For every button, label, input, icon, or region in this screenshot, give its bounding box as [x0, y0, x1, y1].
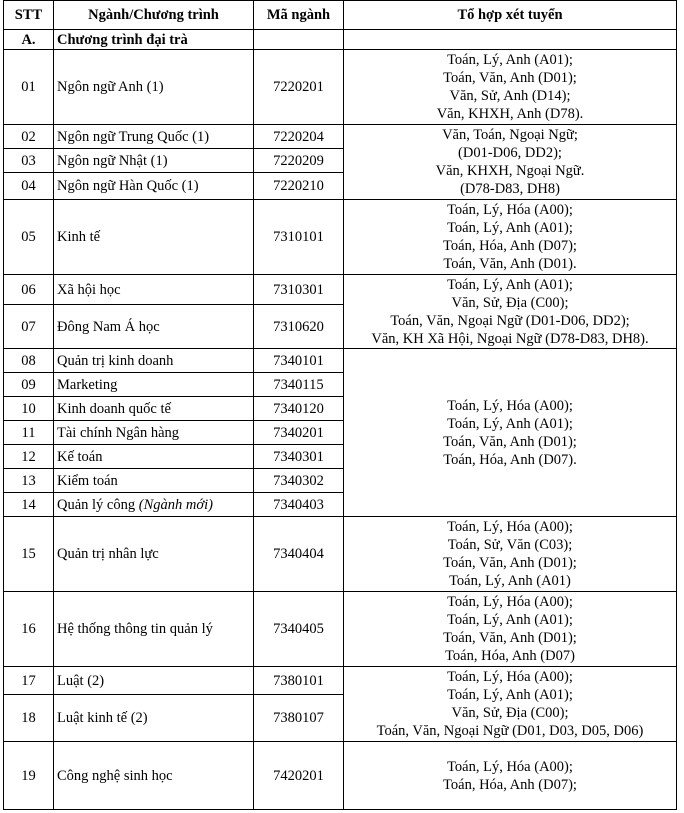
row-name: Đông Nam Á học: [54, 305, 254, 349]
row-name: Ngôn ngữ Trung Quốc (1): [54, 125, 254, 149]
row-stt: 07: [4, 305, 54, 349]
combo-line: Văn, Sử, Địa (C00);: [451, 294, 569, 311]
row-stt: 03: [4, 149, 54, 173]
combo-line: Toán, Văn, Ngoại Ngữ (D01, D03, D05, D06): [376, 723, 644, 739]
header-combos: Tổ hợp xét tuyển: [344, 1, 677, 30]
combo-line: (D01-D06, DD2);: [458, 145, 562, 161]
combo-line: Văn, KH Xã Hội, Ngoại Ngữ (D78-D83, DH8).: [371, 330, 649, 347]
combo-line: Toán, Văn, Ngoại Ngữ (D01-D06, DD2);: [390, 312, 630, 329]
row-code: 7340115: [254, 373, 344, 397]
combo-line: Toán, Văn, Anh (D01);: [443, 70, 577, 86]
row-code: 7340120: [254, 397, 344, 421]
row-code: 7340101: [254, 349, 344, 373]
row-code: 7310620: [254, 305, 344, 349]
table-row: [4, 742, 677, 810]
row-stt: 05: [4, 200, 54, 275]
combo-line: Toán, Văn, Anh (D01).: [443, 256, 577, 272]
combo-cell: [344, 667, 677, 742]
combo-cell: [344, 200, 677, 275]
row-stt: 13: [4, 469, 54, 493]
row-stt: 11: [4, 421, 54, 445]
combo-line: Toán, Lý, Anh (A01);: [447, 415, 573, 432]
section-code-empty: [254, 30, 344, 50]
row-name: Ngôn ngữ Hàn Quốc (1): [54, 173, 254, 200]
row-stt: 02: [4, 125, 54, 149]
table-row: [4, 200, 677, 275]
row-name: Xã hội học: [54, 275, 254, 305]
combo-line: Văn, KHXH, Ngoại Ngữ.: [435, 163, 585, 179]
row-stt: 18: [4, 695, 54, 742]
row-stt: 19: [4, 742, 54, 810]
row-name: Ngôn ngữ Nhật (1): [54, 149, 254, 173]
combo-cell: [344, 349, 677, 517]
table-row: [4, 517, 677, 592]
combo-cell: [344, 50, 677, 125]
combo-line: Toán, Hóa, Anh (D07);: [443, 776, 577, 793]
section-combo-empty: [344, 30, 677, 50]
combo-line: Toán, Văn, Anh (D01);: [443, 433, 577, 450]
row-code: 7340201: [254, 421, 344, 445]
combo-line: Văn, Toán, Ngoại Ngữ;: [442, 127, 578, 143]
admission-table: [3, 0, 677, 810]
row-code: 7310101: [254, 200, 344, 275]
row-code: 7340403: [254, 493, 344, 517]
row-name: Quản trị kinh doanh: [54, 349, 254, 373]
header-code: Mã ngành: [254, 1, 344, 30]
combo-cell: [344, 275, 677, 349]
table-row: [4, 50, 677, 125]
combo-line: Văn, KHXH, Anh (D78).: [436, 106, 584, 122]
header-row: [4, 1, 677, 30]
row-name: Kế toán: [54, 445, 254, 469]
row-name: Luật kinh tế (2): [54, 695, 254, 742]
row-code: 7420201: [254, 742, 344, 810]
combo-cell: [344, 592, 677, 667]
row-name: Kinh tế: [54, 200, 254, 275]
row-name: Kinh doanh quốc tế: [54, 397, 254, 421]
row-name: Công nghệ sinh học: [54, 742, 254, 810]
combo-line: Văn, Sử, Anh (D14);: [449, 88, 571, 104]
row-stt: 01: [4, 50, 54, 125]
row-stt: 15: [4, 517, 54, 592]
table-row: [4, 275, 677, 305]
row-stt: 04: [4, 173, 54, 200]
row-code: 7220201: [254, 50, 344, 125]
combo-line: Toán, Lý, Hóa (A00);: [447, 202, 573, 218]
table-row: [4, 125, 677, 149]
row-code: 7380101: [254, 667, 344, 695]
row-stt: 10: [4, 397, 54, 421]
row-code: 7340405: [254, 592, 344, 667]
combo-line: (D78-D83, DH8): [460, 181, 560, 197]
combo-line: Toán, Lý, Anh (A01): [449, 573, 571, 589]
combo-line: Toán, Lý, Hóa (A00);: [447, 594, 573, 610]
combo-line: Toán, Hóa, Anh (D07).: [443, 451, 577, 468]
combo-line: Toán, Lý, Anh (A01);: [447, 276, 573, 293]
row-name: Luật (2): [54, 667, 254, 695]
combo-line: Toán, Lý, Anh (A01);: [447, 52, 573, 68]
header-stt: STT: [4, 1, 54, 30]
combo-line: Toán, Lý, Anh (A01);: [447, 220, 573, 236]
header-major: Ngành/Chương trình: [54, 1, 254, 30]
combo-cell: [344, 125, 677, 200]
row-stt: 06: [4, 275, 54, 305]
combo-line: Toán, Hóa, Anh (D07): [445, 648, 575, 664]
combo-line: Toán, Văn, Anh (D01);: [443, 555, 577, 571]
row-name: Marketing: [54, 373, 254, 397]
combo-line: Toán, Lý, Hóa (A00);: [447, 669, 573, 685]
combo-cell: [344, 517, 677, 592]
combo-line: Toán, Lý, Anh (A01);: [447, 687, 573, 703]
row-code: 7220204: [254, 125, 344, 149]
row-code: 7220209: [254, 149, 344, 173]
row-stt: 14: [4, 493, 54, 517]
row-stt: 12: [4, 445, 54, 469]
section-row: [4, 30, 677, 50]
combo-line: Toán, Lý, Anh (A01);: [447, 612, 573, 628]
row-stt: 08: [4, 349, 54, 373]
row-name: Hệ thống thông tin quản lý: [54, 592, 254, 667]
combo-cell: [344, 742, 677, 810]
row-code: 7220210: [254, 173, 344, 200]
combo-line: Văn, Sử, Địa (C00);: [451, 705, 569, 721]
combo-line: Toán, Lý, Hóa (A00);: [447, 519, 573, 535]
table-row: [4, 667, 677, 695]
row-name: Quản trị nhân lực: [54, 517, 254, 592]
combo-line: Toán, Hóa, Anh (D07);: [443, 238, 577, 254]
row-stt: 16: [4, 592, 54, 667]
row-code: 7340302: [254, 469, 344, 493]
row-stt: 09: [4, 373, 54, 397]
row-name: Tài chính Ngân hàng: [54, 421, 254, 445]
combo-line: Toán, Sử, Văn (C03);: [447, 537, 573, 553]
row-code: 7340301: [254, 445, 344, 469]
combo-line: Toán, Lý, Hóa (A00);: [447, 397, 573, 414]
row-code: 7380107: [254, 695, 344, 742]
table-row: [4, 349, 677, 373]
combo-line: Toán, Văn, Anh (D01);: [443, 630, 577, 646]
row-name-text: Quản lý công: [57, 496, 136, 513]
row-name: Kiểm toán: [54, 469, 254, 493]
table-row: [4, 592, 677, 667]
row-name: Ngôn ngữ Anh (1): [54, 50, 254, 125]
row-stt: 17: [4, 667, 54, 695]
new-major-note: (Ngành mới): [138, 496, 213, 513]
row-code: 7310301: [254, 275, 344, 305]
section-name: Chương trình đại trà: [54, 30, 254, 50]
section-stt: A.: [4, 30, 54, 50]
row-code: 7340404: [254, 517, 344, 592]
combo-line: Toán, Lý, Hóa (A00);: [447, 758, 573, 775]
row-name: [54, 493, 254, 517]
